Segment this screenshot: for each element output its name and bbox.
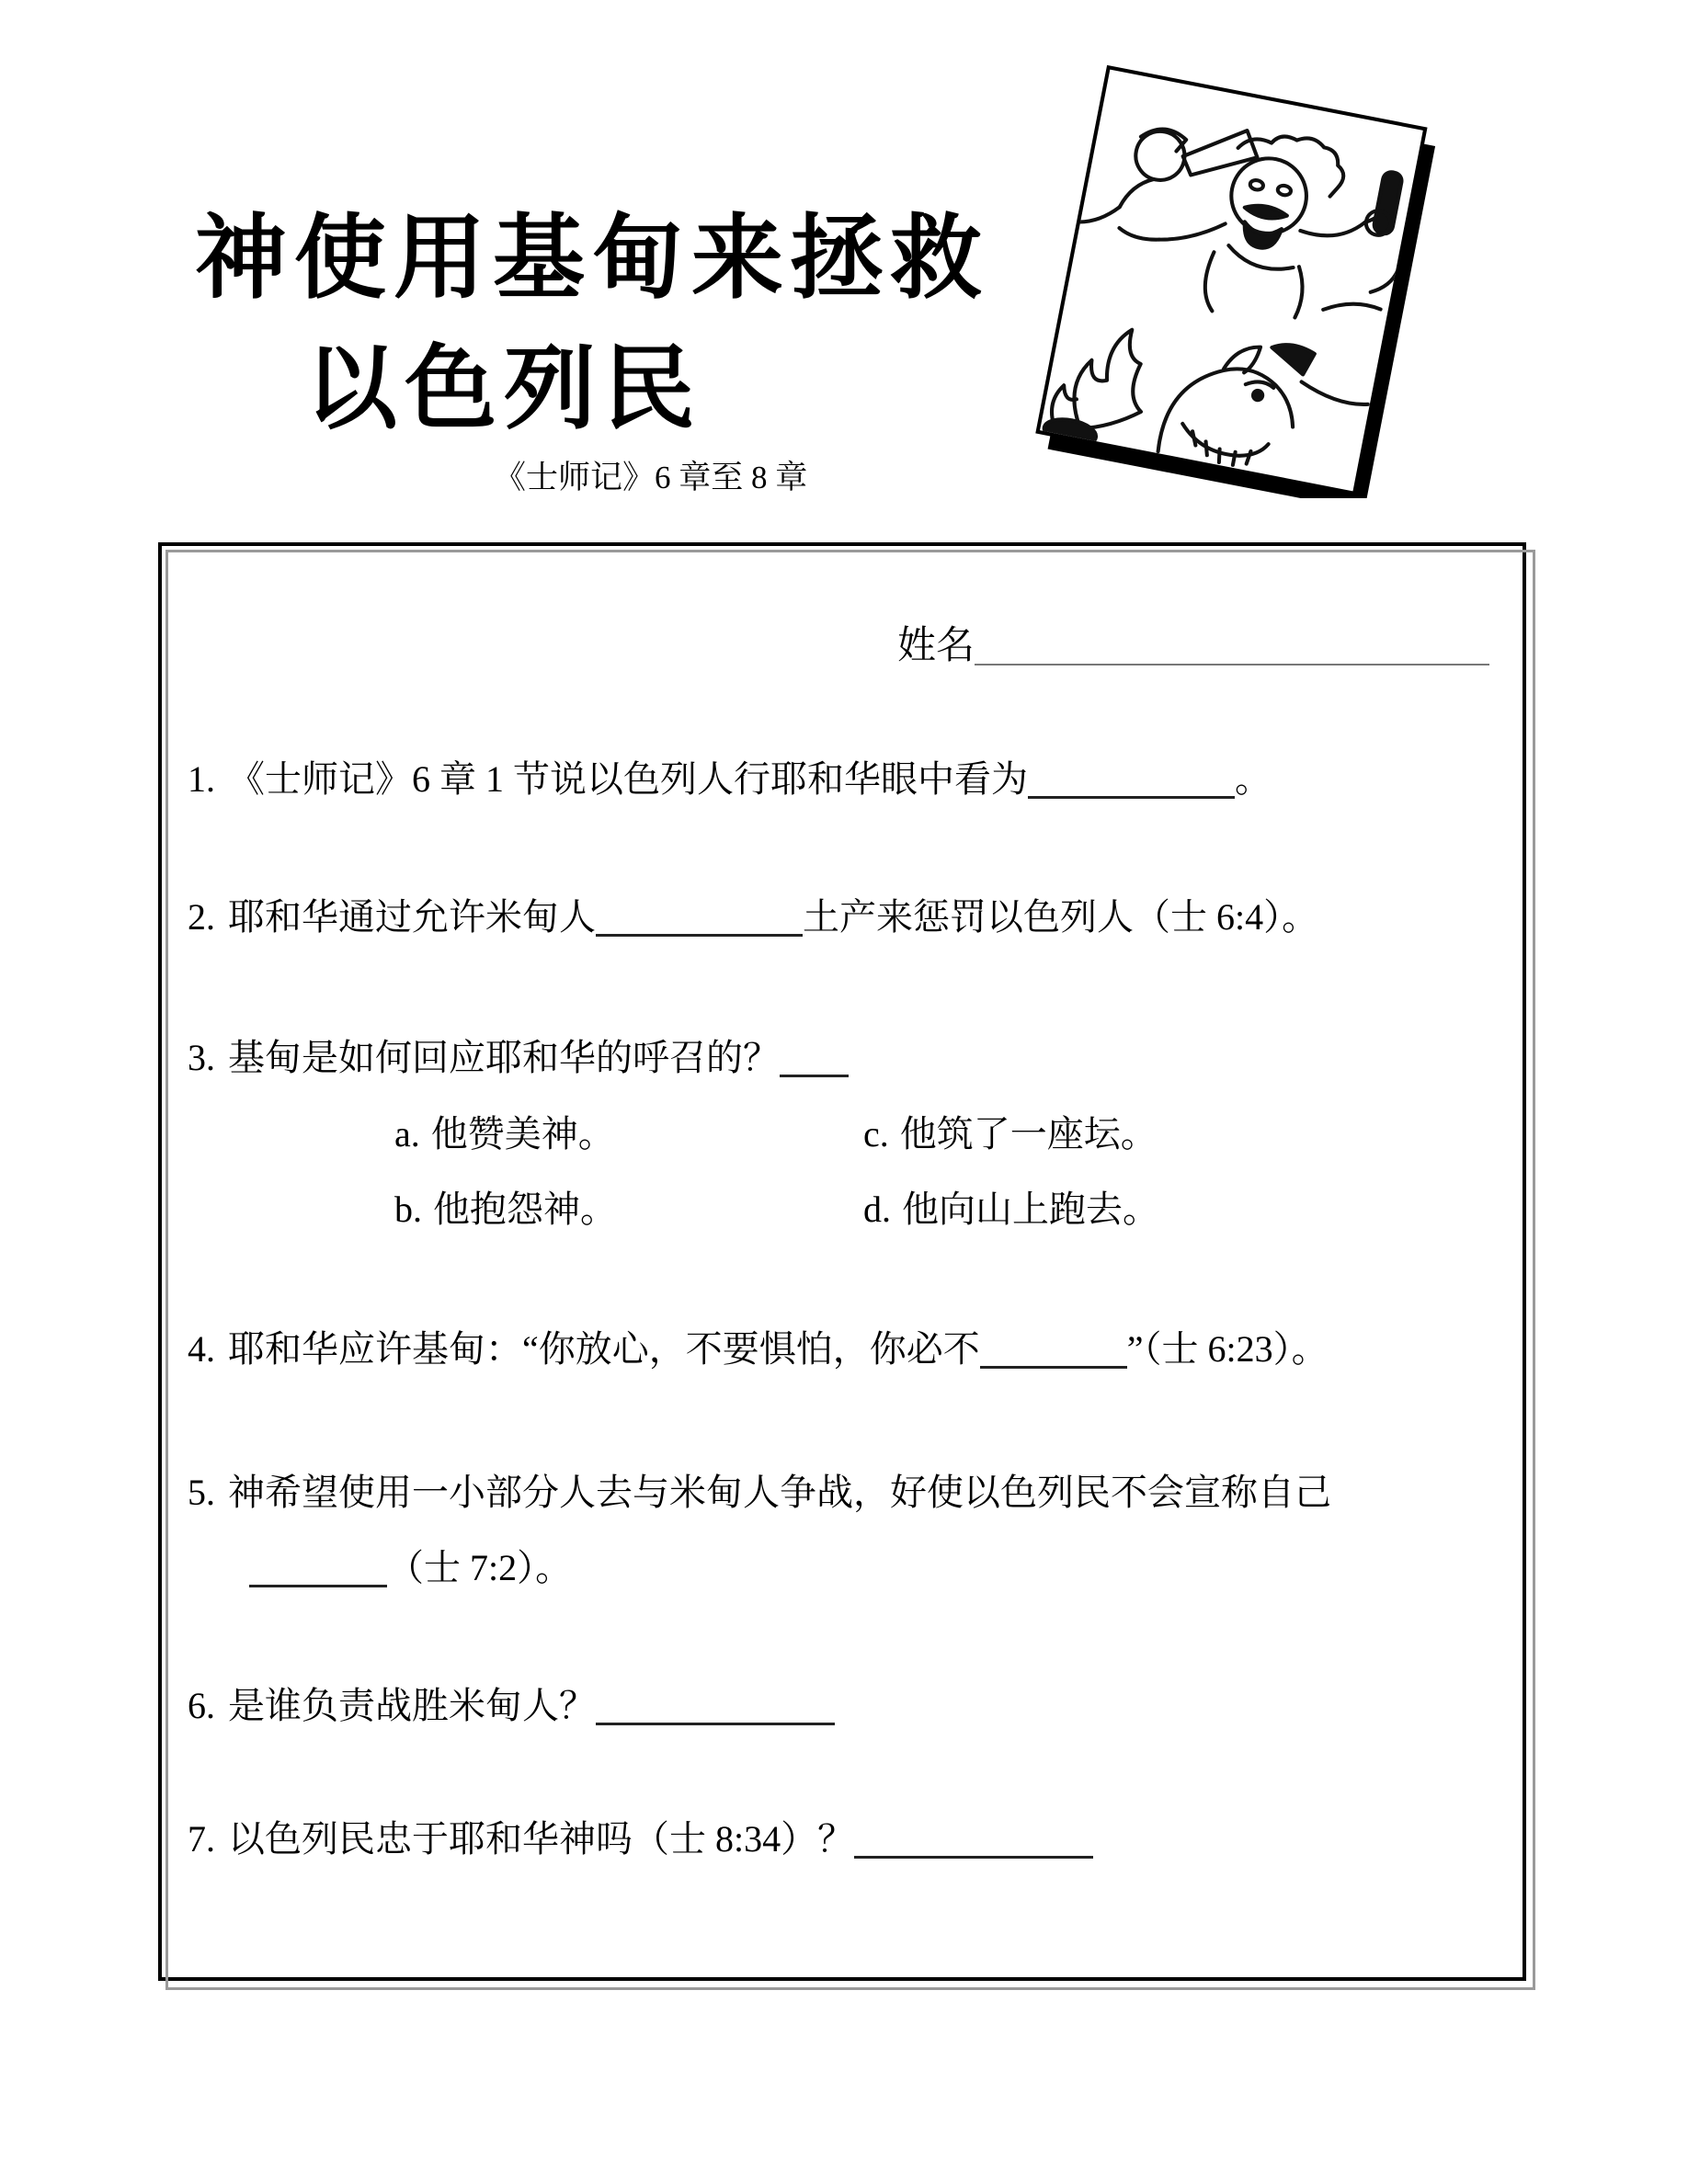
option-a [394,1105,615,1157]
gideon-cartoon-illustration [998,57,1466,498]
question-1-text: 《士师记》6 章 1 节说以色列人行耶和华眼中看为 [228,758,1028,800]
question-7-blank [854,1823,1093,1859]
question-5-number: 5. [188,1472,215,1513]
option-d-text: 他向山上跑去。 [902,1189,1159,1230]
question-6-number: 6. [188,1685,215,1726]
question-6-blank [596,1689,835,1725]
question-4-suffix: ”（士 6:23）。 [1126,1328,1329,1370]
question-2 [188,888,1318,940]
question-4-blank [980,1333,1127,1369]
question-3-number: 3. [188,1037,215,1078]
question-5-blank [249,1552,387,1587]
question-3-text: 基甸是如何回应耶和华的呼召的？ [228,1037,780,1078]
page-title-line2: 以色列民 [305,338,702,440]
name-blank [975,631,1489,665]
option-b-label: b. [394,1189,422,1230]
question-1-number: 1. [188,758,215,800]
option-b-text: 他抱怨神。 [433,1189,617,1230]
option-d [863,1180,1159,1233]
name-label: 姓名 [897,625,975,667]
scripture-reference-subtitle: 《士师记》6 章至 8 章 [494,460,808,495]
question-5-line-1 [188,1463,1331,1516]
question-2-text: 耶和华通过允许米甸人 [228,896,596,938]
question-5-line-2 [249,1539,572,1591]
question-1 [188,750,1272,802]
question-7-text: 以色列民忠于耶和华神吗（士 8:34）？ [228,1818,855,1860]
option-c [863,1105,1158,1157]
question-3 [188,1029,849,1081]
question-5-suffix: （士 7:2）。 [387,1547,573,1588]
question-7 [188,1810,1093,1862]
question-7-number: 7. [188,1818,215,1860]
question-4-number: 4. [188,1328,215,1370]
option-a-text: 他赞美神。 [430,1113,615,1155]
question-1-suffix: 。 [1235,758,1272,800]
question-1-blank [1028,763,1235,799]
question-2-number: 2. [188,896,215,938]
name-row [897,615,1489,670]
page-title-line1: 神使用基甸来拯救 [195,208,989,310]
question-5-text: 神希望使用一小部分人去与米甸人争战，好使以色列民不会宣称自己 [228,1472,1331,1513]
questions-box [158,542,1526,1981]
question-2-blank [596,901,803,937]
question-4-text: 耶和华应许基甸：“你放心，不要惧怕，你必不 [228,1328,980,1370]
question-3-blank [780,1041,849,1077]
question-6 [188,1677,835,1729]
option-d-label: d. [863,1189,891,1230]
question-4 [188,1320,1329,1372]
option-c-label: c. [863,1113,889,1155]
question-2-suffix: 土产来惩罚以色列人（士 6:4）。 [803,896,1319,938]
option-b [394,1180,617,1233]
option-c-text: 他筑了一座坛。 [899,1113,1158,1155]
option-a-label: a. [394,1113,420,1155]
question-6-text: 是谁负责战胜米甸人？ [228,1685,596,1726]
